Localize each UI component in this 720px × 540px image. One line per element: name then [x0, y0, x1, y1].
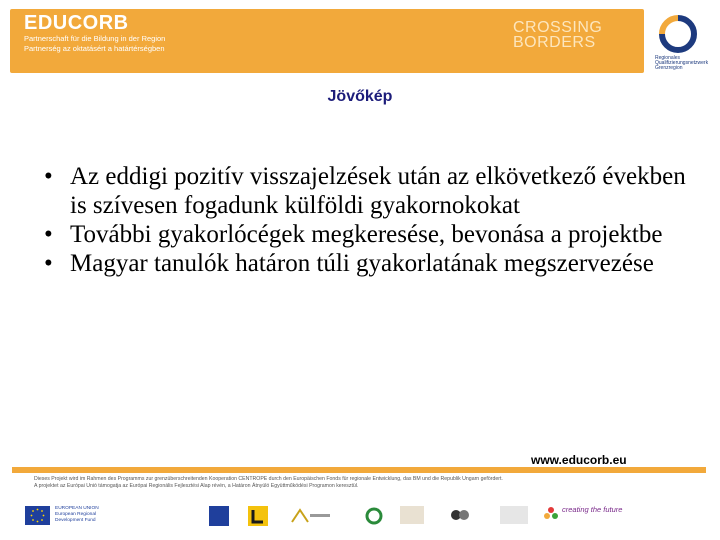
eu-label-line-3: Development Fund — [55, 518, 96, 523]
footer-bar — [12, 467, 706, 473]
bullet-item: • Magyar tanulók határon túli gyakorlatának megszervezése — [44, 249, 704, 278]
funding-text — [34, 476, 706, 490]
partner-logo-4 — [364, 506, 384, 526]
creating-future-icon — [543, 505, 559, 521]
partner-logo-1 — [209, 506, 229, 526]
bullet-list — [44, 162, 704, 278]
partner-logo-3 — [288, 506, 332, 526]
slide-title: Jövőkép — [327, 88, 393, 105]
brand-name: EDUCORB — [24, 12, 129, 34]
crossing-borders-logo — [513, 20, 602, 50]
partner-name-line-1: CROSSING — [513, 19, 603, 36]
partner-name-line-2: BORDERS — [513, 34, 596, 51]
partner-logo-6 — [448, 506, 472, 524]
brand-line-1: Partnerschaft für die Bildung in der Region — [24, 34, 166, 43]
network-logo — [648, 12, 714, 82]
footer-url[interactable]: www.educorb.eu — [531, 453, 627, 467]
eu-label-line-2: European Regional — [55, 512, 97, 517]
partner-logo-2 — [248, 506, 268, 526]
brand-line-2: Partnerség az oktatásért a határtérségben — [24, 44, 165, 53]
eu-flag-icon — [25, 506, 50, 525]
eu-label — [55, 506, 99, 524]
funding-text-line-1: Dieses Projekt wird im Rahmen des Programms zur grenzüberschreitenden Kooperation CENTROPE durch den Europäischen Fonds für regionale Entwicklung, das BM und die Republik Ungarn gefördert. — [34, 476, 503, 482]
bullet-item: • Az eddigi pozitív visszajelzések után az elkövetkező években is szívesen fogadunk külföldi gyakornokokat — [44, 162, 704, 220]
partner-logo-7 — [500, 506, 528, 524]
partner-logo-5 — [400, 506, 424, 524]
eu-label-line-1: EUROPEAN UNION — [55, 506, 99, 511]
bullet-item: • További gyakorlócégek megkeresése, bevonása a projektbe — [44, 220, 704, 249]
educorb-logo — [24, 12, 165, 54]
funding-text-line-2: A projektet az Európai Unió támogatja az Európai Regionális Fejlesztési Alap révén, a Határon Átnyúló Együttműködési Programon keresztül. — [34, 483, 359, 489]
network-caption: Regionales Qualifizierungsnetzwerk Grenzregion — [655, 55, 709, 71]
creating-future-label: creating the future — [562, 505, 623, 514]
ring-icon — [648, 12, 708, 56]
